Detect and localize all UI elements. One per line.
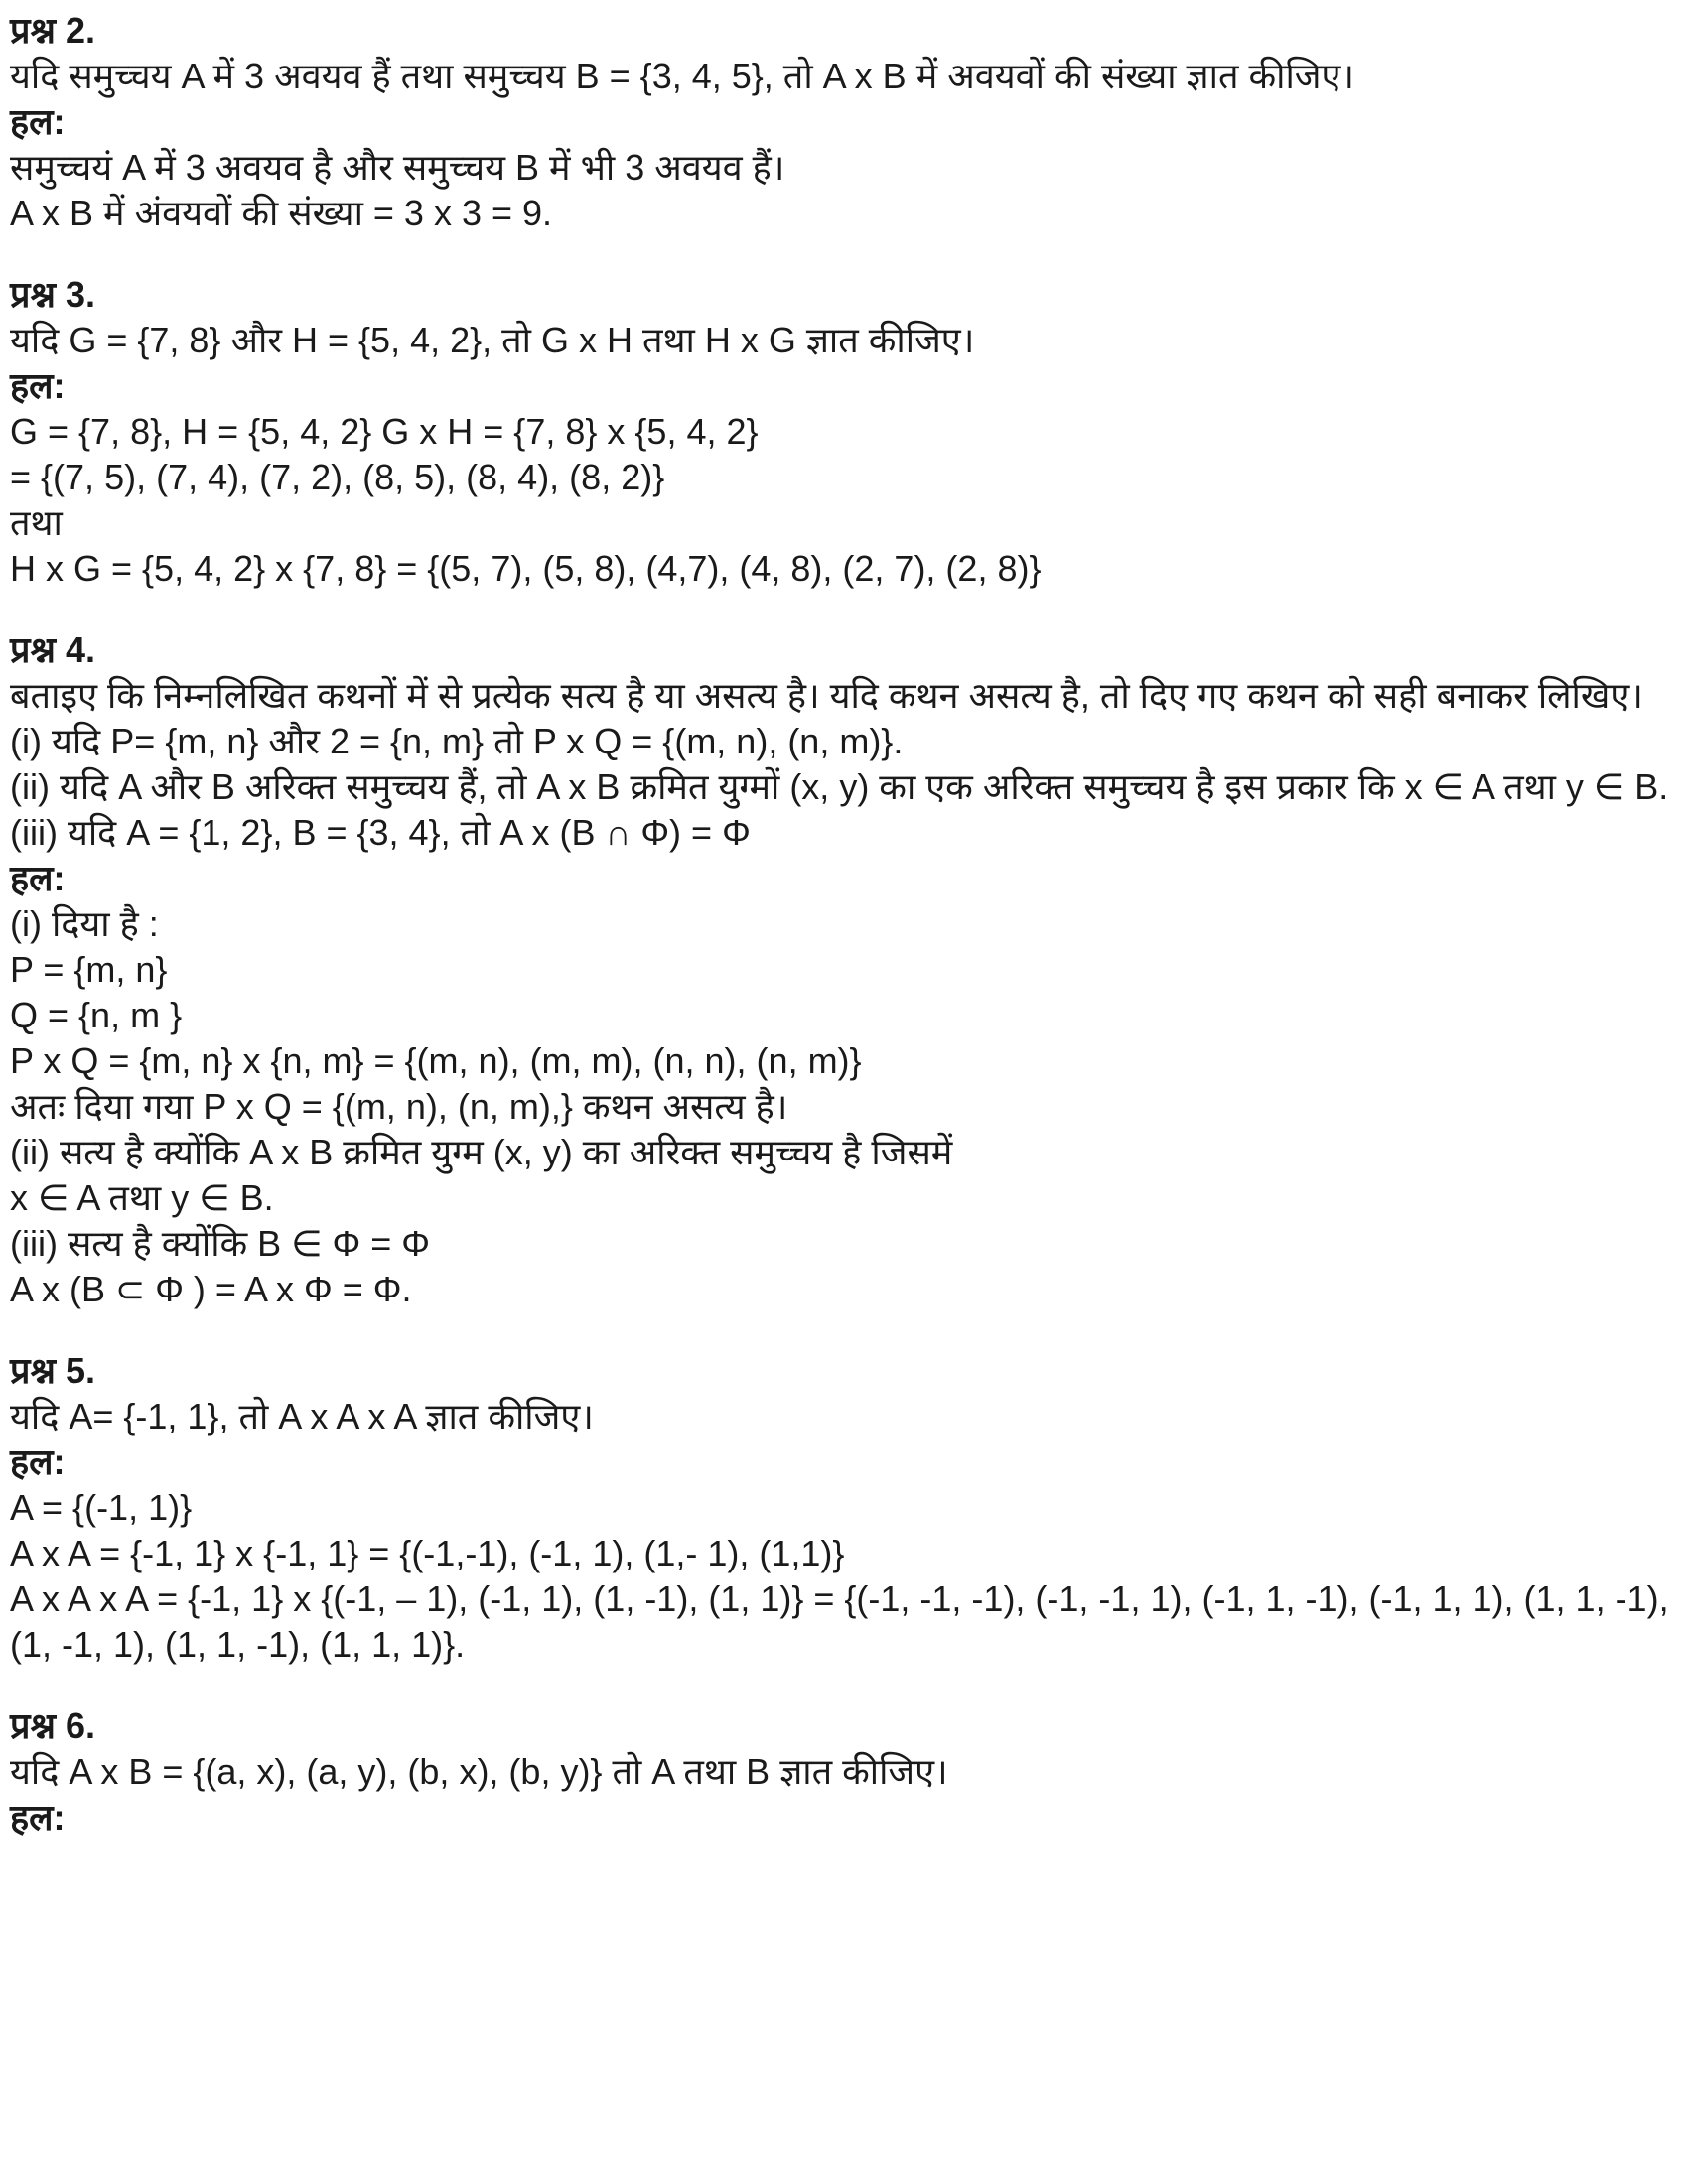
solution-line: समुच्चयं A में 3 अवयव है और समुच्चय B में भी 3 अवयव हैं। [10, 147, 785, 188]
question-5 [10, 1348, 1678, 1668]
solution-line: (iii) सत्य है क्योंकि B ∈ Φ = Φ [10, 1223, 431, 1264]
solution-label: हल: [10, 1797, 66, 1838]
solution-label: हल: [10, 858, 66, 898]
solution-line: P = {m, n} [10, 949, 168, 990]
question-part: (ii) यदि A और B अरिक्त समुच्चय हैं, तो A x B क्रमित युग्मों (x, y) का एक अरिक्त समुच्चय है इस प्रकार कि x ∈ A तथा y ∈ B. [10, 766, 1669, 807]
question-heading: प्रश्न 4. [10, 629, 95, 670]
solution-line: x ∈ A तथा y ∈ B. [10, 1177, 274, 1218]
document-page [10, 8, 1678, 1876]
question-text: यदि G = {7, 8} और H = {5, 4, 2}, तो G x H तथा H x G ज्ञात कीजिए। [10, 320, 975, 360]
solution-line: H x G = {5, 4, 2} x {7, 8} = {(5, 7), (5, 8), (4,7), (4, 8), (2, 7), (2, 8)} [10, 548, 1042, 589]
solution-label: हल: [10, 1441, 66, 1482]
question-text: यदि A= {-1, 1}, तो A x A x A ज्ञात कीजिए। [10, 1396, 594, 1436]
solution-line: P x Q = {m, n} x {n, m} = {(m, n), (m, m), (n, n), (n, m)} [10, 1040, 862, 1081]
solution-line: A x A x A = {-1, 1} x {(-1, – 1), (-1, 1), (1, -1), (1, 1)} = {(-1, -1, -1), (-1, -1, 1), (-1, 1, -1), (-1, 1, 1), (1, 1, -1), (1, -1, 1), (1, 1, -1), (1, 1, 1)}. [10, 1578, 1669, 1665]
question-text: बताइए कि निम्नलिखित कथनों में से प्रत्येक सत्य है या असत्य है। यदि कथन असत्य है, तो दिए गए कथन को सही बनाकर लिखिए। [10, 675, 1643, 716]
solution-line: तथा [10, 502, 63, 543]
solution-line: G = {7, 8}, H = {5, 4, 2} G x H = {7, 8} x {5, 4, 2} [10, 411, 759, 452]
solution-line: Q = {n, m } [10, 995, 183, 1035]
solution-line: (i) दिया है : [10, 903, 159, 944]
question-part: (i) यदि P= {m, n} और 2 = {n, m} तो P x Q = {(m, n), (n, m)}. [10, 721, 904, 761]
question-text: यदि A x B = {(a, x), (a, y), (b, x), (b, y)} तो A तथा B ज्ञात कीजिए। [10, 1751, 948, 1792]
question-text: यदि समुच्चय A में 3 अवयव हैं तथा समुच्चय B = {3, 4, 5}, तो A x B में अवयवों की संख्या ज्ञात कीजिए। [10, 56, 1355, 96]
solution-label: हल: [10, 365, 66, 406]
solution-line: A x B में अंवयवों की संख्या = 3 x 3 = 9. [10, 193, 553, 233]
question-3 [10, 272, 1678, 592]
question-heading: प्रश्न 6. [10, 1706, 95, 1746]
question-6 [10, 1704, 1678, 1841]
question-heading: प्रश्न 5. [10, 1350, 95, 1391]
question-4 [10, 627, 1678, 1312]
solution-line: A x (B ⊂ Φ ) = A x Φ = Φ. [10, 1269, 412, 1309]
question-heading: प्रश्न 3. [10, 274, 95, 315]
question-part: (iii) यदि A = {1, 2}, B = {3, 4}, तो A x (B ∩ Φ) = Φ [10, 812, 751, 853]
solution-label: हल: [10, 101, 66, 142]
solution-line: A = {(-1, 1)} [10, 1487, 193, 1528]
solution-line: A x A = {-1, 1} x {-1, 1} = {(-1,-1), (-1, 1), (1,- 1), (1,1)} [10, 1533, 845, 1573]
solution-line: = {(7, 5), (7, 4), (7, 2), (8, 5), (8, 4), (8, 2)} [10, 457, 665, 497]
question-heading: प्रश्न 2. [10, 10, 95, 51]
question-2 [10, 8, 1678, 236]
solution-line: (ii) सत्य है क्योंकि A x B क्रमित युग्म (x, y) का अरिक्त समुच्चय है जिसमें [10, 1132, 953, 1172]
solution-line: अतः दिया गया P x Q = {(m, n), (n, m),} कथन असत्य है। [10, 1086, 788, 1127]
